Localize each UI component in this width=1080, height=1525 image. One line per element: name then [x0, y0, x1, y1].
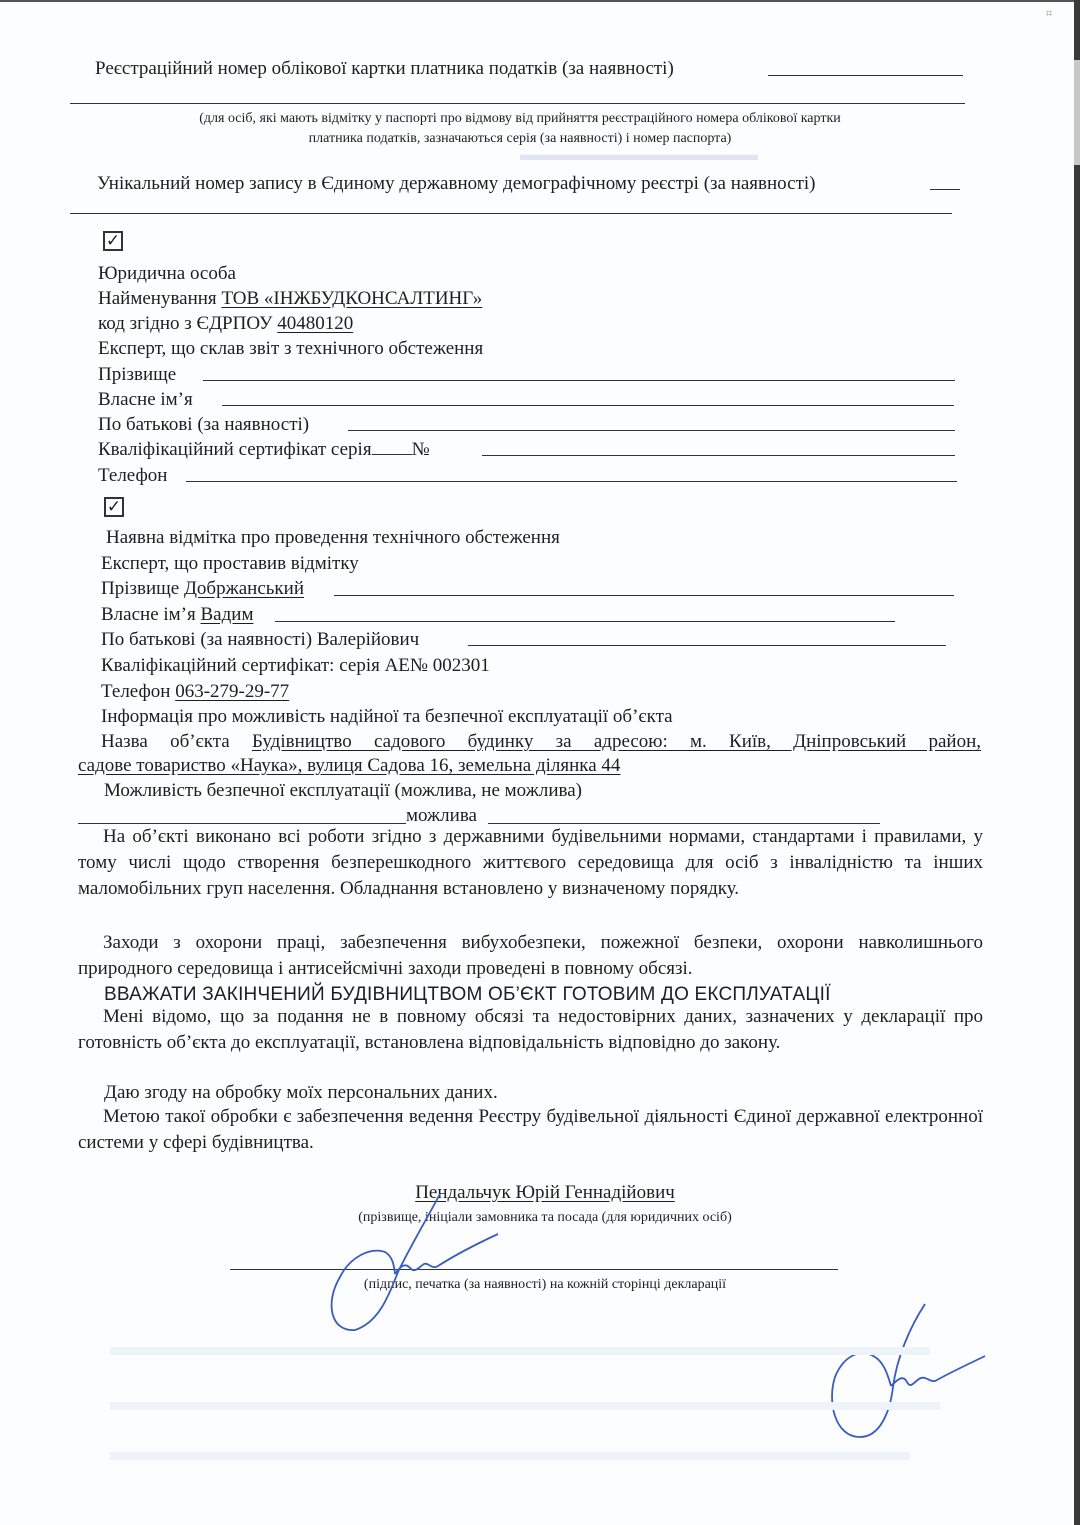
bleed-through-band — [110, 1452, 910, 1460]
mark-expert-phone-label: Телефон — [101, 681, 171, 702]
object-name-row — [101, 731, 981, 753]
viewer-scrollbar[interactable] — [1074, 0, 1080, 1525]
mark-expert-heading: Наявна відмітка про проведення технічного обстеження — [106, 527, 560, 548]
paragraph-consent: Даю згоду на обробку моїх персональних даних. — [104, 1082, 498, 1103]
demographic-line-2 — [70, 213, 952, 214]
corner-mark-icon: ⌗ — [1046, 8, 1053, 20]
mark-expert-patronymic-line — [468, 645, 946, 646]
mark-expert-patronymic-row — [101, 629, 419, 651]
mark-expert-phone-row — [101, 681, 289, 703]
legal-entity-name-value: ТОВ «ІНЖБУДКОНСАЛТИНГ» — [221, 288, 483, 309]
bleed-through-band — [110, 1402, 940, 1410]
checkmark-icon: ✓ — [106, 497, 122, 517]
report-expert-heading: Експерт, що склав звіт з технічного обстеження — [98, 338, 484, 359]
report-expert-certificate-line — [482, 455, 955, 456]
checkmark-icon: ✓ — [105, 231, 121, 251]
mark-expert-surname-value: Добржанський — [183, 578, 304, 599]
report-expert-patronymic-line — [348, 430, 955, 431]
certificate-series-blank — [372, 454, 412, 455]
technical-survey-checkbox[interactable] — [104, 497, 124, 517]
tax-number-note-line1: (для осіб, які мають відмітку у паспорті про відмову від прийняття реєстраційного номера облікової картки — [199, 111, 841, 126]
tax-number-note-line2: платника податків, зазначаються серія (за наявності) і номер паспорта) — [308, 131, 732, 146]
mark-expert-subheading: Експерт, що проставив відмітку — [101, 553, 359, 574]
tax-number-line — [768, 75, 963, 76]
mark-expert-patronymic-label: По батькові (за наявності) — [101, 629, 313, 650]
mark-expert-first-name-label: Власне ім’я — [101, 604, 196, 625]
paragraph-safety: Заходи з охорони праці, забезпечення вибухобезпеки, пожежної безпеки, охорони навколишнього природного середовища і антисейсмічні заходи проведені в повному обсязі. — [78, 932, 983, 979]
mark-expert-first-name-line — [275, 621, 895, 622]
report-expert-patronymic-label: По батькові (за наявності) — [98, 414, 310, 435]
signatory-name: Пендальчук Юрій Геннадійович — [415, 1182, 675, 1203]
demographic-line — [930, 189, 960, 190]
object-name-value-line1: Будівництво садового будинку за адресою: м. Київ, Дніпровський район, — [251, 731, 982, 752]
object-name-value-line2: садове товариство «Наука», вулиця Садова 16, земельна ділянка 44 — [78, 755, 621, 776]
demographic-label: Унікальний номер запису в Єдиному державному демографічному реєстрі (за наявності) — [97, 173, 816, 194]
bleed-through-band — [110, 1347, 930, 1355]
mark-expert-surname-label: Прізвище — [101, 578, 180, 599]
mark-expert-certificate: Кваліфікаційний сертифікат: серія АЕ№ 002301 — [101, 655, 490, 676]
edrpou-row — [98, 313, 353, 335]
mark-expert-surname-line — [334, 595, 954, 596]
paragraph-responsibility: Мені відомо, що за подання не в повному обсязі та недостовірних даних, зазначених у декларації про готовність об’єкта до експлуатації, встановлена відповідальність відповідно до закону. — [78, 1006, 983, 1053]
bleed-through-text: ▬▬▬▬▬▬▬▬▬▬▬▬▬▬ — [520, 145, 758, 164]
report-expert-phone-label: Телефон — [98, 465, 168, 486]
signature-mark-1 — [320, 1192, 520, 1342]
safe-operation-label: Можливість безпечної експлуатації (можлива, не можлива) — [104, 780, 582, 801]
object-name-label: Назва об’єкта — [101, 731, 230, 752]
report-expert-surname-line — [203, 380, 955, 381]
report-expert-certificate-label: Кваліфікаційний сертифікат серія — [98, 439, 372, 460]
edrpou-label: код згідно з ЄДРПОУ — [98, 313, 273, 334]
report-expert-certificate-row — [98, 439, 430, 461]
legal-entity-checkbox[interactable] — [103, 231, 123, 251]
legal-entity-name-row — [98, 288, 482, 310]
report-expert-first-name-label: Власне ім’я — [98, 389, 193, 410]
conclusion-heading: ВВАЖАТИ ЗАКІНЧЕНИЙ БУДІВНИЦТВОМ ОБ’ЄКТ ГОТОВИМ ДО ЕКСПЛУАТАЦІЇ — [104, 984, 831, 1005]
scrollbar-thumb[interactable] — [1074, 60, 1080, 165]
report-expert-certificate-number-label: № — [411, 439, 430, 460]
report-expert-surname-label: Прізвище — [98, 364, 177, 385]
signature-caption: (підпис, печатка (за наявності) на кожній сторінці декларації — [363, 1277, 727, 1292]
signature-mark-2 — [815, 1302, 995, 1442]
report-expert-phone-line — [186, 481, 957, 482]
tax-number-label: Реєстраційний номер облікової картки платника податків (за наявності) — [95, 58, 674, 79]
report-expert-first-name-line — [222, 405, 954, 406]
legal-entity-label: Юридична особа — [98, 263, 236, 284]
mark-expert-surname-row — [101, 578, 304, 600]
paragraph-works: На об’єкті виконано всі роботи згідно з державними будівельними нормами, стандартами і правилами, у тому числі щодо створення безперешкодного життєвого середовища для осіб з інвалідністю та інших маломобільних груп населення. Обладнання встановлено у визначеному порядку. — [78, 826, 983, 899]
paragraph-purpose: Метою такої обробки є забезпечення ведення Реєстру будівельної діяльності Єдиної державної електронної системи у сфері будівництва. — [78, 1106, 983, 1153]
signatory-name-caption: (прізвище, ініціали замовника та посада (для юридичних осіб) — [358, 1210, 732, 1225]
edrpou-value: 40480120 — [277, 313, 354, 334]
mark-expert-patronymic-value: Валерійович — [316, 629, 420, 650]
tax-number-line-2 — [70, 103, 965, 104]
object-info-heading: Інформація про можливість надійної та безпечної експлуатації об’єкта — [101, 706, 673, 727]
legal-entity-name-label: Найменування — [98, 288, 217, 309]
mark-expert-phone-value: 063-279-29-77 — [175, 681, 290, 702]
safe-operation-value: можлива — [406, 805, 477, 826]
mark-expert-first-name-row — [101, 604, 253, 626]
mark-expert-first-name-value: Вадим — [200, 604, 254, 625]
